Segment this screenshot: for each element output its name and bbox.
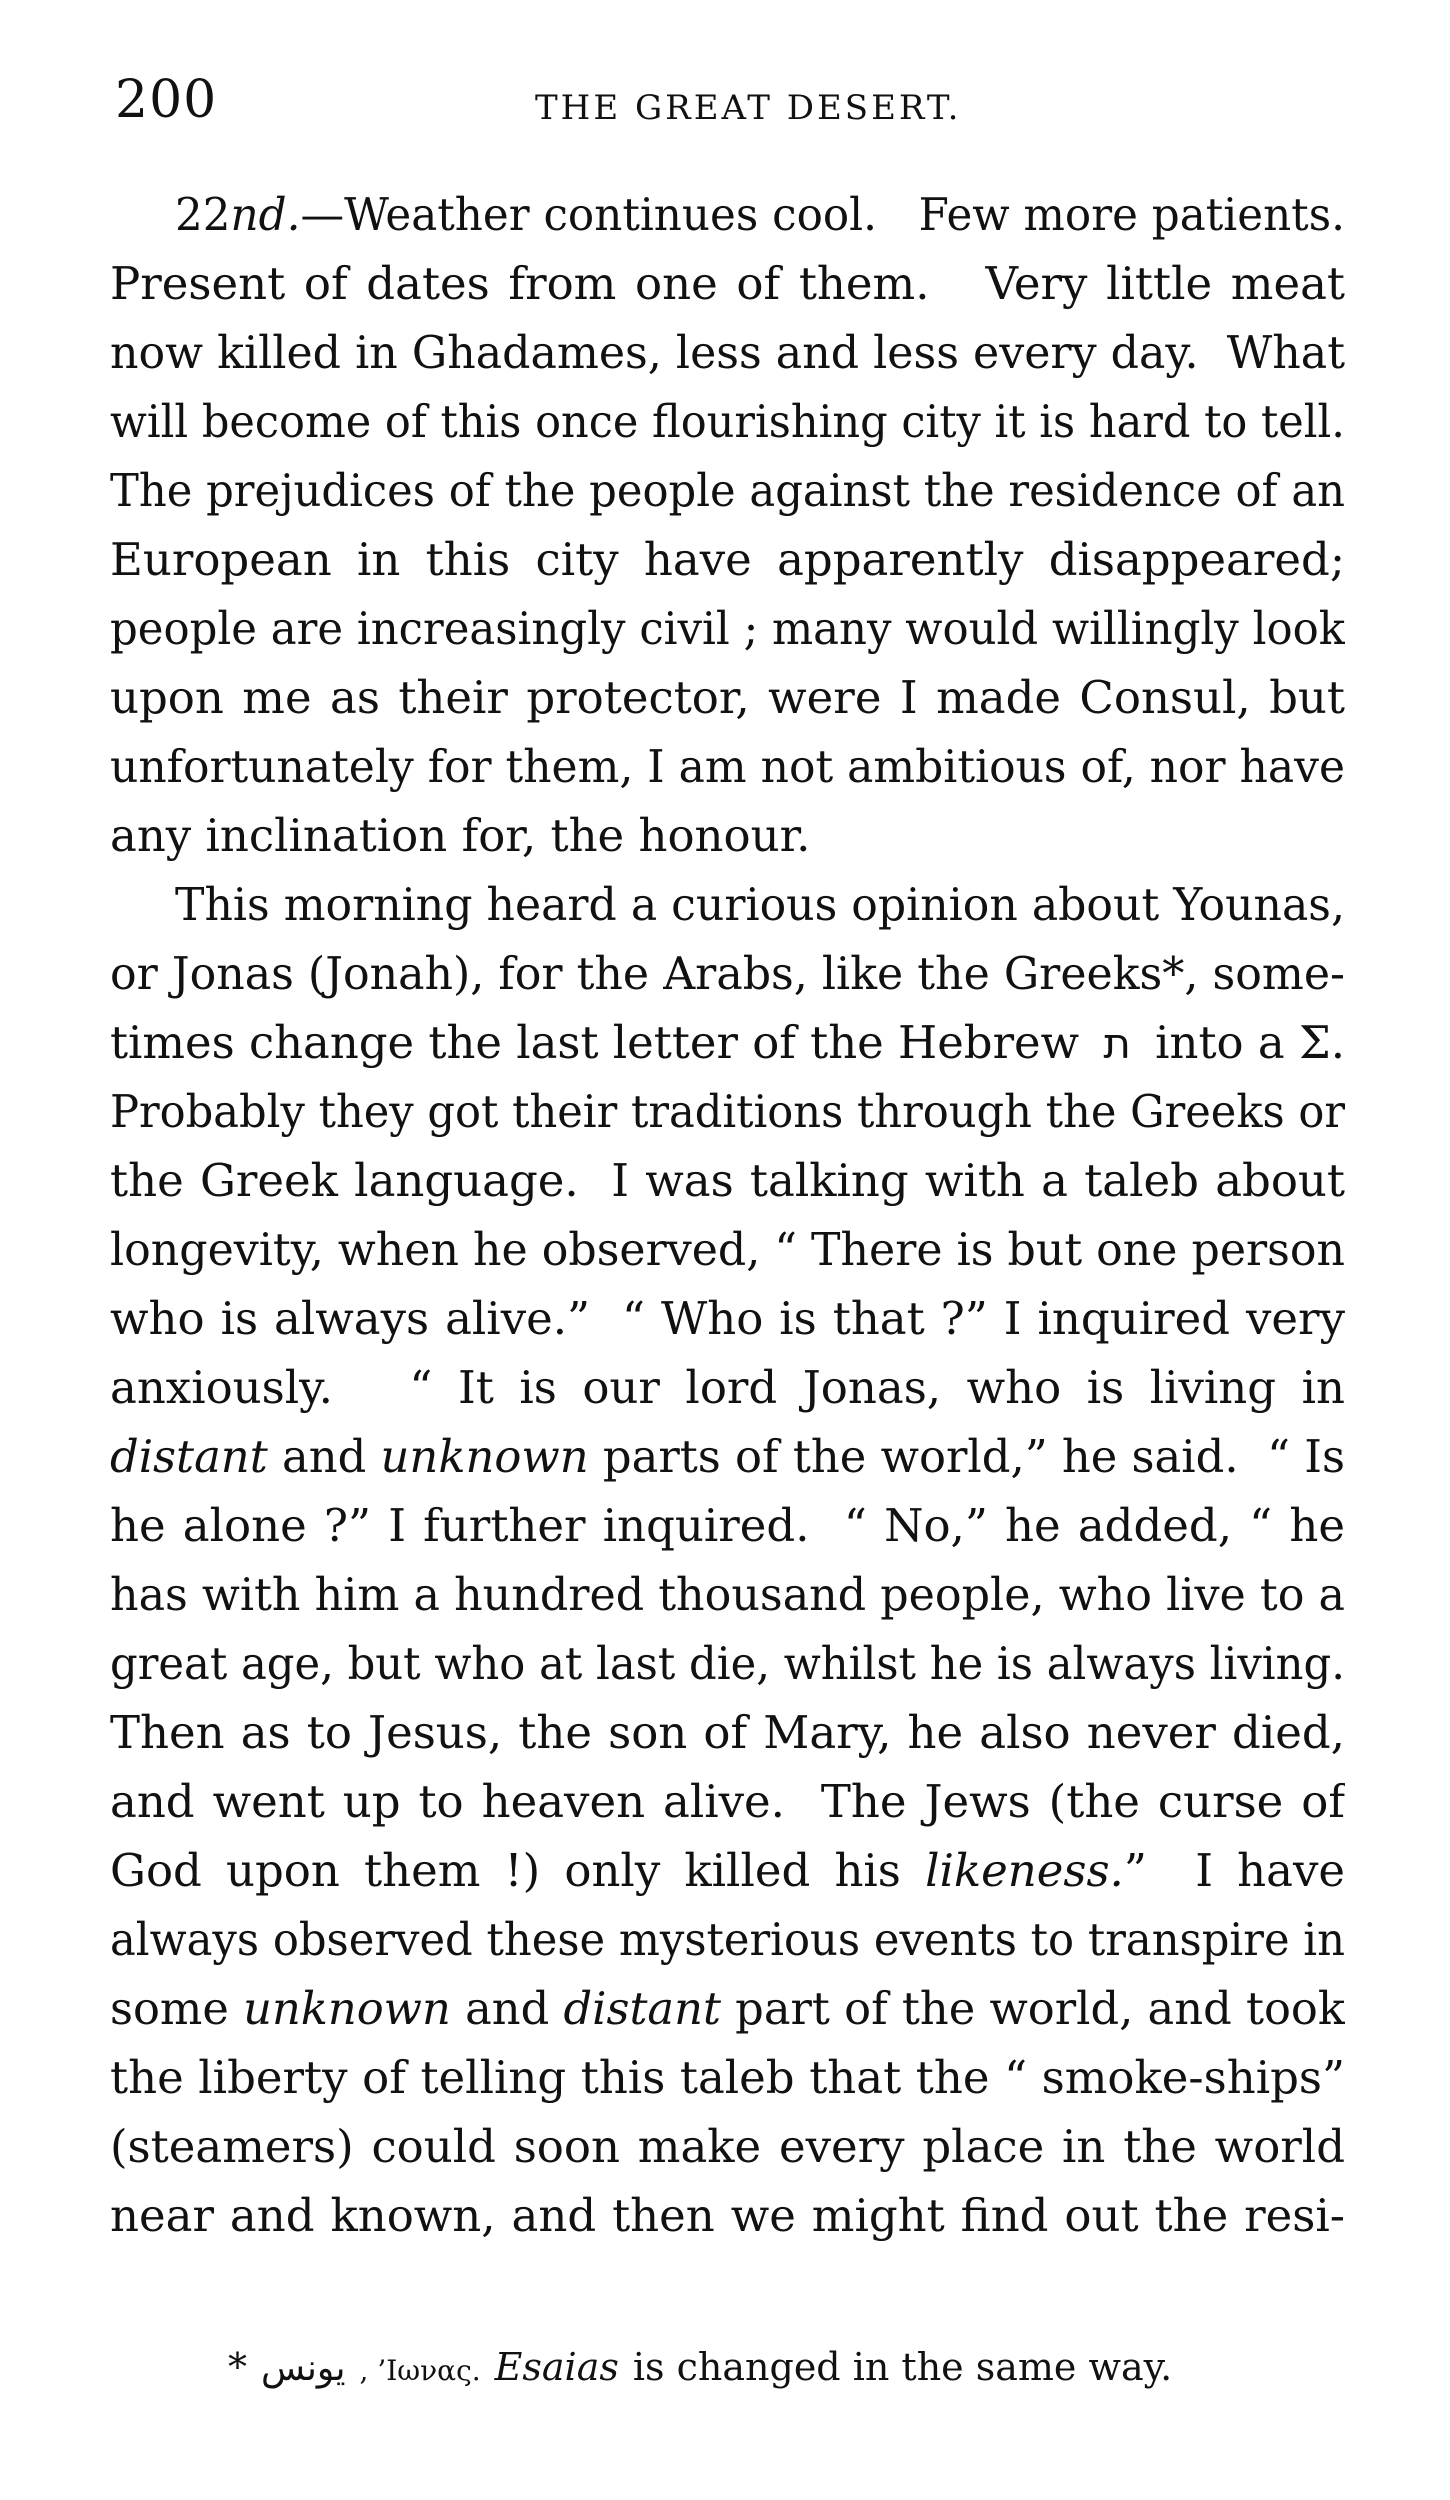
text-run: Probably they got their traditions through the Greeks or <box>110 1085 1345 1138</box>
text-run: longevity, when he observed, “ There is but one person <box>110 1223 1345 1276</box>
text-run: any inclination for, the honour. <box>110 809 811 862</box>
page-number: 200 <box>115 70 218 130</box>
footnote-marker: * <box>228 2345 247 2389</box>
footnote-italic-name: Esaias <box>494 2345 619 2389</box>
hebrew-letter: ת <box>1103 1019 1131 1068</box>
italic-text-run: unknown <box>243 1982 451 2035</box>
text-run: Present of dates from one of them. Very little meat <box>110 257 1345 310</box>
text-run: and went up to heaven alive. The Jews (the curse of <box>110 1775 1345 1828</box>
text-run: anxiously. “ It is our lord Jonas, who is living in <box>110 1361 1345 1414</box>
text-line <box>110 663 1345 732</box>
text-run: he alone ?” I further inquired. “ No,” he added, “ he <box>110 1499 1345 1552</box>
text-line <box>110 939 1345 1008</box>
text-run: parts of the world,” he said. “ Is <box>588 1430 1345 1483</box>
text-run: ” I have <box>1123 1844 1345 1897</box>
text-line <box>110 525 1345 594</box>
text-run: upon me as their protector, were I made Consul, but <box>110 671 1345 724</box>
footnote <box>228 2340 1238 2395</box>
text-run: (steamers) could soon make every place in the world <box>110 2120 1345 2173</box>
text-run: now killed in Ghadames, less and less every day. What <box>110 326 1345 379</box>
text-line <box>110 1629 1345 1698</box>
italic-text-run: distant <box>110 1430 268 1483</box>
text-line-content <box>110 1422 1345 1491</box>
text-line <box>110 1353 1345 1422</box>
footnote-text: is changed in the same way. <box>632 2345 1173 2389</box>
text-line <box>110 1077 1345 1146</box>
text-run: near and known, and then we might find out the resi- <box>110 2189 1345 2242</box>
text-run: has with him a hundred thousand people, who live to a <box>110 1568 1345 1621</box>
italic-text-run: likeness. <box>925 1844 1124 1897</box>
text-line <box>110 456 1345 525</box>
text-line <box>110 1008 1345 1077</box>
text-line <box>110 387 1345 456</box>
footnote-arabic-name: يونس <box>261 2348 346 2389</box>
text-run: God upon them !) only killed his <box>110 1844 926 1897</box>
text-line <box>110 1284 1345 1353</box>
text-line <box>110 870 1345 939</box>
text-line <box>110 1560 1345 1629</box>
text-line <box>110 1422 1345 1491</box>
text-run: The prejudices of the people against the residence of an <box>110 464 1345 517</box>
text-run: unfortunately for them, I am not ambitious of, nor have <box>110 740 1345 793</box>
text-run: the liberty of telling this taleb that the “ smoke-ships” <box>110 2051 1345 2104</box>
text-line <box>110 1974 1345 2043</box>
text-line <box>110 1146 1345 1215</box>
text-line <box>110 318 1345 387</box>
text-run: 22 <box>175 188 231 241</box>
text-run: —Weather continues cool. Few more patients. <box>300 188 1345 241</box>
text-line <box>110 1698 1345 1767</box>
text-run: who is always alive.” “ Who is that ?” I inquired very <box>110 1292 1345 1345</box>
text-run: into a Σ. <box>1140 1016 1345 1069</box>
text-run: This morning heard a curious opinion about Younas, <box>175 878 1345 931</box>
text-line-content <box>175 180 1345 249</box>
running-title: THE GREAT DESERT. <box>535 88 962 128</box>
text-line <box>110 732 1345 801</box>
text-line <box>110 249 1345 318</box>
text-line <box>110 2181 1345 2250</box>
text-run: some <box>110 1982 244 2035</box>
body-text <box>110 180 1345 2250</box>
text-line-content <box>110 1836 1345 1905</box>
running-head <box>115 70 1340 140</box>
text-line <box>110 180 1345 249</box>
italic-text-run: distant <box>563 1982 721 2035</box>
italic-text-run: unknown <box>380 1430 589 1483</box>
text-run: part of the world, and took <box>720 1982 1345 2035</box>
text-run: and <box>267 1430 381 1483</box>
text-line <box>110 2112 1345 2181</box>
text-run: will become of this once flourishing city it is hard to tell. <box>110 395 1345 448</box>
text-line <box>110 1491 1345 1560</box>
text-line <box>110 594 1345 663</box>
text-line-content <box>110 1008 1345 1077</box>
text-run: people are increasingly civil ; many would willingly look <box>110 602 1345 655</box>
text-run: and <box>450 1982 564 2035</box>
italic-text-run: nd. <box>230 188 301 241</box>
text-line <box>110 1767 1345 1836</box>
text-line <box>110 1836 1345 1905</box>
footnote-greek-name: , ’Ιωνας. <box>359 2354 481 2387</box>
text-run: European in this city have apparently disappeared; <box>110 533 1345 586</box>
text-run: Then as to Jesus, the son of Mary, he also never died, <box>110 1706 1345 1759</box>
text-line <box>110 2043 1345 2112</box>
text-run: times change the last letter of the Hebrew <box>110 1016 1094 1069</box>
text-run: or Jonas (Jonah), for the Arabs, like the Greeks*, some- <box>110 947 1345 1000</box>
text-run: always observed these mysterious events to transpire in <box>110 1913 1345 1966</box>
text-run: great age, but who at last die, whilst he is always living. <box>110 1637 1345 1690</box>
text-line <box>110 801 1345 870</box>
text-line-content <box>110 1974 1345 2043</box>
text-run: the Greek language. I was talking with a taleb about <box>110 1154 1345 1207</box>
text-line <box>110 1905 1345 1974</box>
text-line <box>110 1215 1345 1284</box>
